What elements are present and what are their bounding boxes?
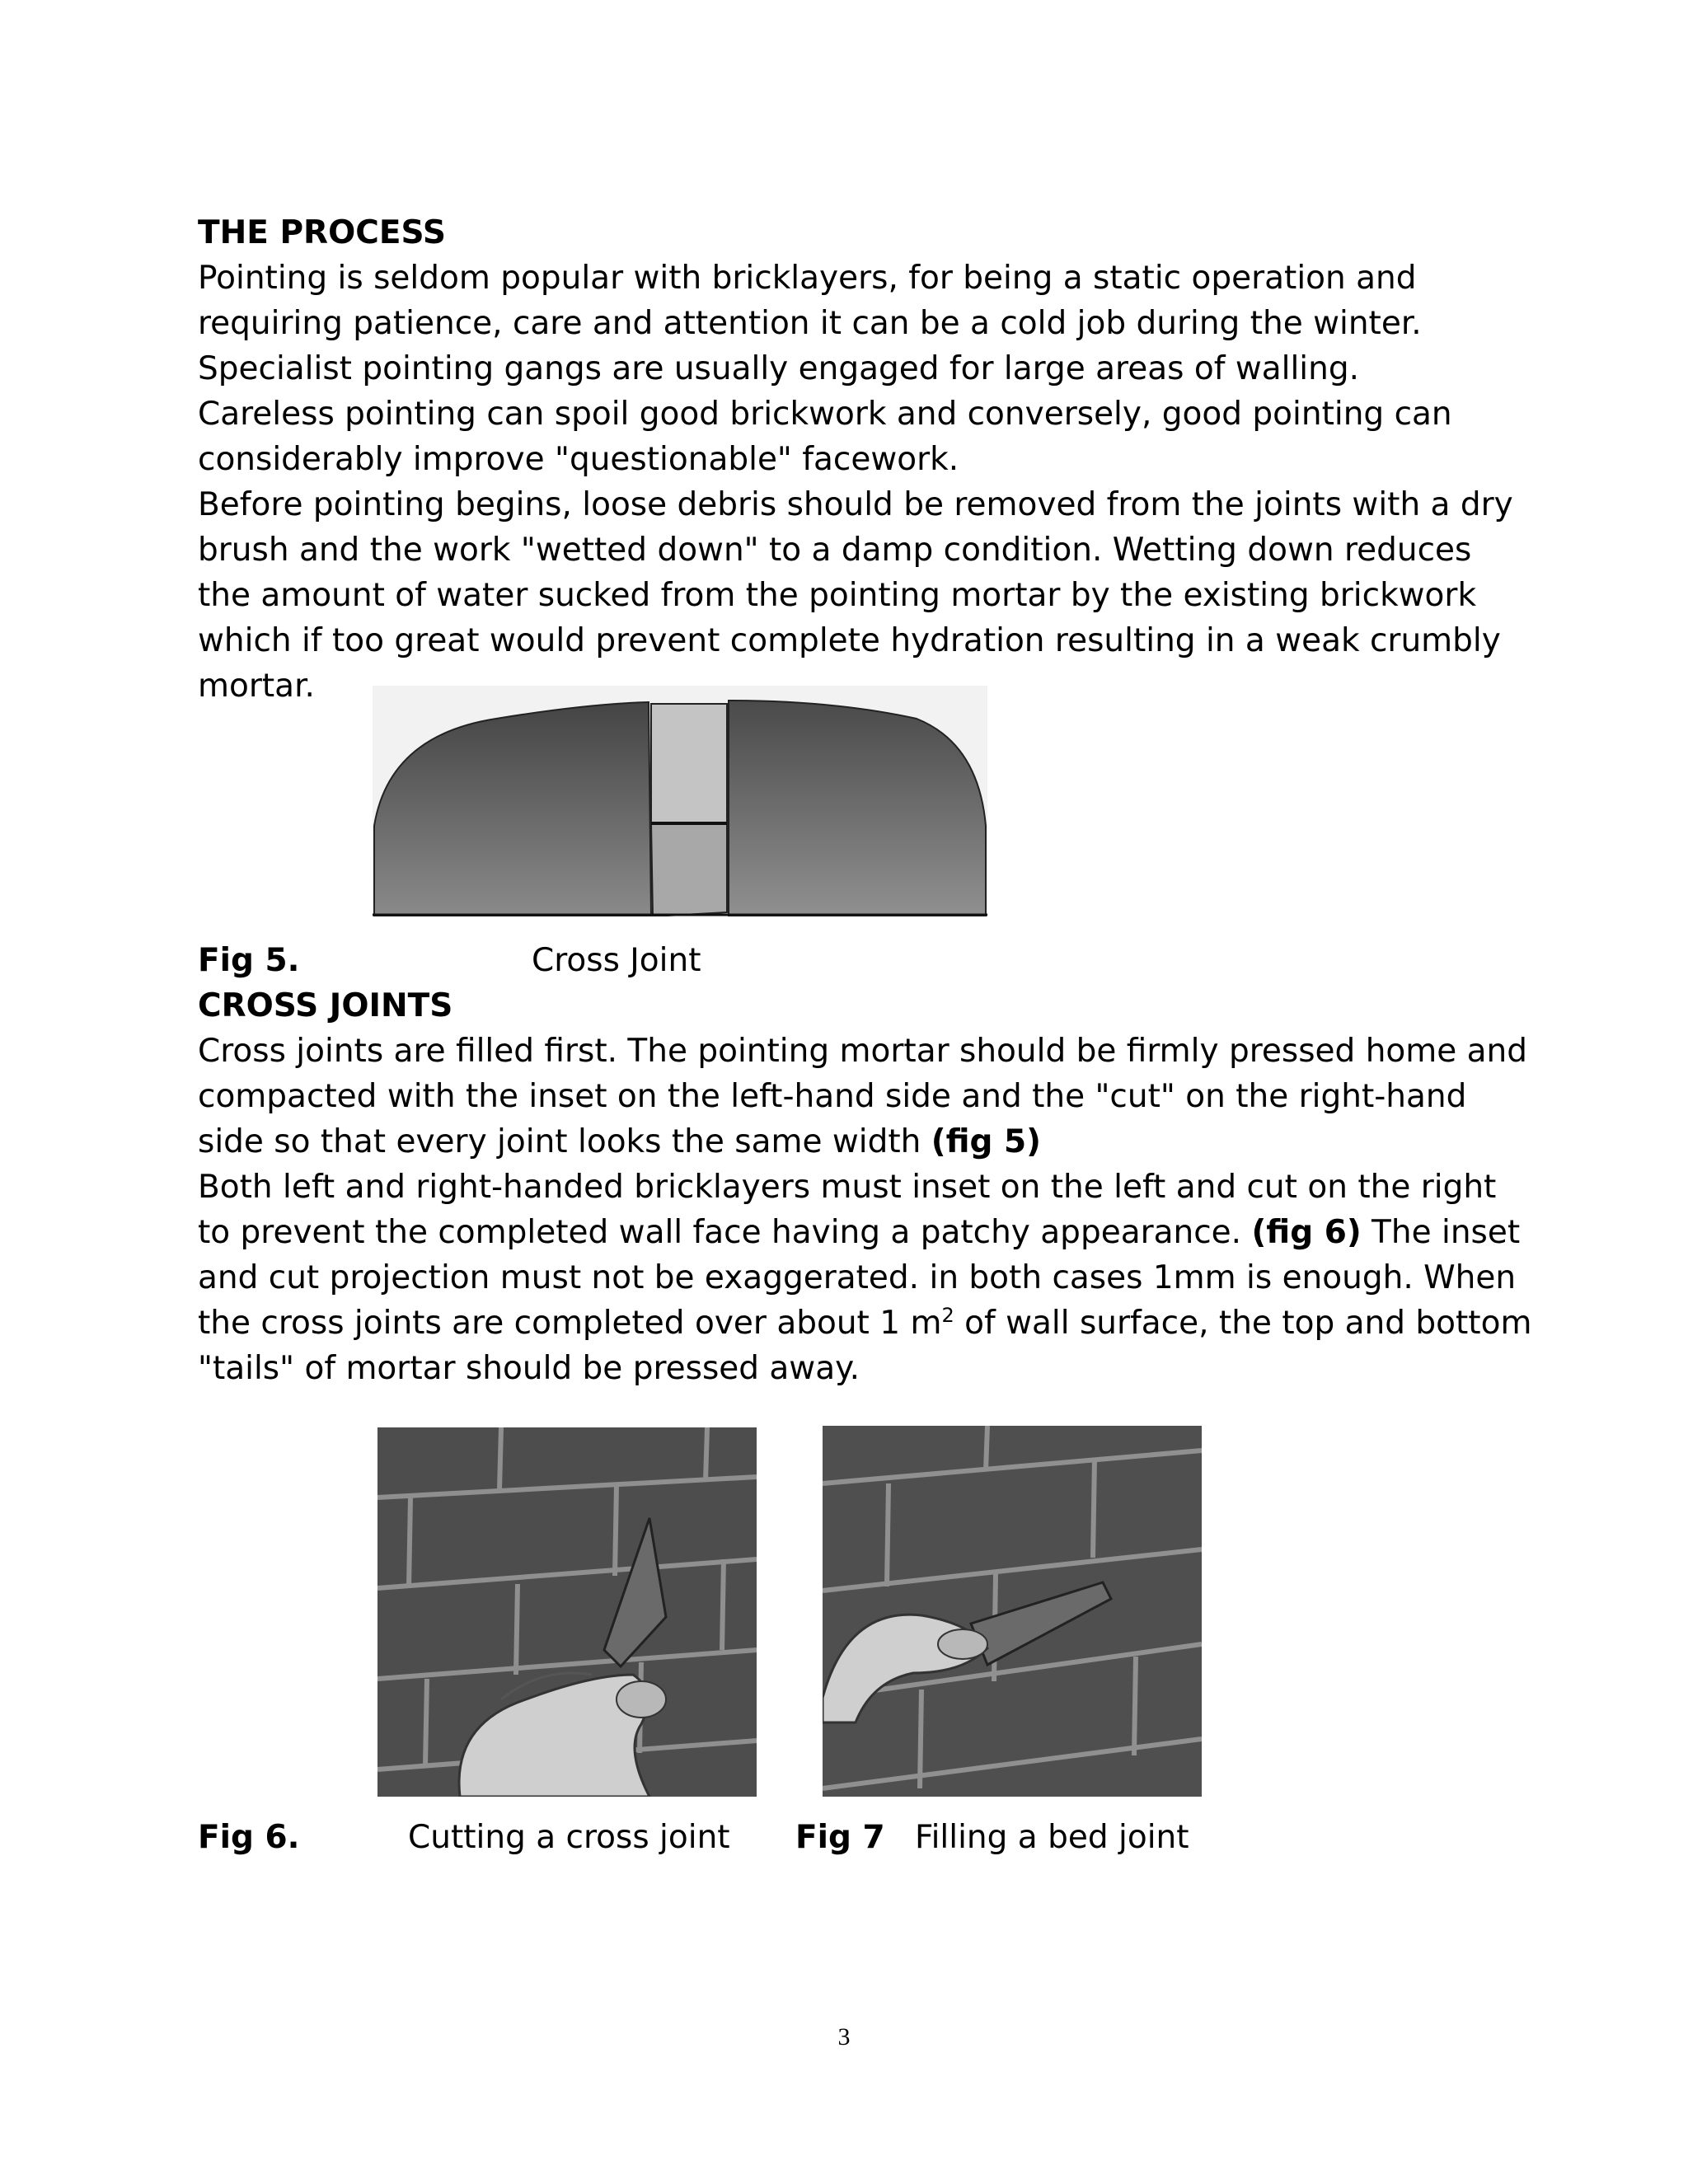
cross-joints-p2-a: Both left and right-handed bricklayers must inset on the left and cut on the right to prevent the completed wall face having a patchy appearance. <box>198 1169 1497 1251</box>
cross-joints-p2-b: The inset and cut projection must not be exaggerated. in both cases 1mm is enough. When the cross joints are completed over about 1 m <box>198 1214 1521 1342</box>
fig5-caption: Cross Joint <box>532 942 701 979</box>
fig5-cross-joint-diagram <box>373 686 987 916</box>
cross-joints-paragraph-1 <box>198 1029 1533 1165</box>
fig6-photo <box>377 1427 757 1797</box>
process-paragraph-3: Before pointing begins, loose debris should be removed from the joints with a dry brush and the work "wetted down" to a damp condition. Wetting down reduces the amount of water sucked from the pointing mortar by the existing brickwork which if too great would prevent complete hydration resulting in a weak crumbly mortar. <box>198 486 1513 705</box>
fig6-reference: (fig 6) <box>1251 1214 1362 1251</box>
cross-joints-p2-c: of wall surface, the top and bottom "tails" of mortar should be pressed away. <box>198 1305 1532 1387</box>
fig6-label: Fig 6. <box>198 1819 300 1856</box>
fig7-label: Fig 7 <box>795 1819 885 1856</box>
process-section <box>198 210 1533 709</box>
fig6-caption: Cutting a cross joint <box>408 1819 730 1856</box>
cross-joints-section <box>198 983 1533 1391</box>
process-paragraph-2: Careless pointing can spoil good brickwork and conversely, good pointing can considerably improve "questionable" facework. <box>198 396 1452 478</box>
fig7-caption: Filling a bed joint <box>915 1819 1189 1856</box>
page-number: 3 <box>837 2023 851 2050</box>
fig5-reference: (fig 5) <box>931 1123 1041 1160</box>
cross-joints-heading: CROSS JOINTS <box>198 987 453 1024</box>
fig5-label: Fig 5. <box>198 942 300 979</box>
process-paragraph-1: Pointing is seldom popular with bricklayers, for being a static operation and requiring patience, care and attention it can be a cold job during the winter. Specialist pointing gangs are usually engaged for large areas of walling. <box>198 260 1422 387</box>
process-heading: THE PROCESS <box>198 214 446 251</box>
squared-superscript: 2 <box>941 1304 954 1327</box>
fig7-photo <box>823 1426 1202 1797</box>
cross-joints-paragraph-2 <box>198 1165 1533 1391</box>
cross-joints-p1-text: Cross joints are filled first. The pointing mortar should be firmly pressed home and compacted with the inset on the left-hand side and the "cut" on the right-hand side so that every joint looks the same width <box>198 1033 1528 1160</box>
